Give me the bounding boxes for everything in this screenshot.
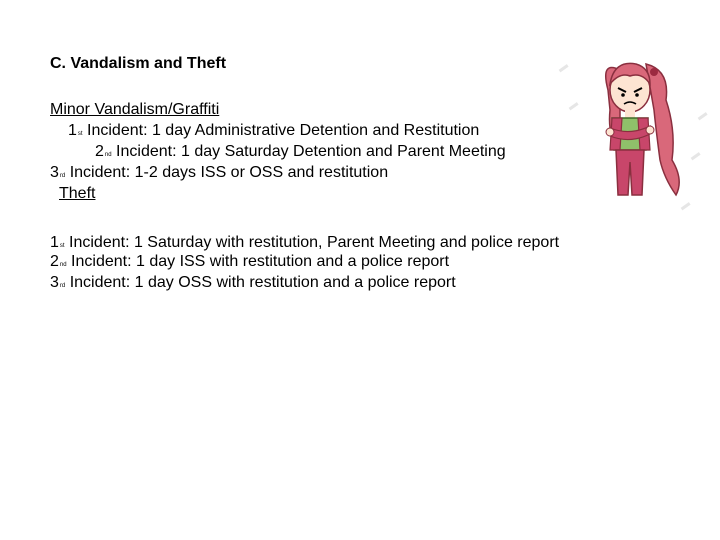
theft-item-2 (50, 252, 449, 275)
theft-item-3 (50, 273, 456, 296)
page-title: C. Vandalism and Theft (50, 55, 227, 72)
watermark-mark: ▬ (677, 198, 693, 213)
ordinal-suffix: nd (59, 262, 67, 268)
ordinal-suffix: nd (104, 152, 112, 158)
watermark-mark: ▬ (694, 108, 710, 123)
incident-text: Incident: 1 Saturday with restitution, Parent Meeting and police report (69, 234, 560, 251)
incident-number: 3 (50, 274, 59, 291)
incident-number: 2 (50, 253, 59, 270)
incident-number: 2 (95, 143, 104, 160)
watermark-mark: ▬ (565, 98, 581, 113)
angry-girl-cartoon-icon (580, 50, 690, 200)
vandalism-item-1 (68, 121, 479, 144)
incident-number: 1 (68, 122, 77, 139)
incident-number: 1 (50, 234, 59, 251)
incident-text: Incident: 1-2 days ISS or OSS and restitution (69, 164, 389, 181)
incident-text: Incident: 1 day Administrative Detention and Restitution (87, 122, 480, 139)
incident-text: Incident: 1 day ISS with restitution and a police report (71, 253, 450, 270)
incident-text: Incident: 1 day Saturday Detention and Parent Meeting (116, 143, 506, 160)
vandalism-item-3 (50, 163, 388, 186)
ordinal-suffix: rd (59, 173, 66, 179)
vandalism-heading: Minor Vandalism/Graffiti (50, 101, 220, 118)
ordinal-suffix: st (59, 243, 65, 249)
incident-number: 3 (50, 164, 59, 181)
vandalism-item-2 (95, 142, 506, 165)
ordinal-suffix: rd (59, 283, 66, 289)
watermark-mark: ▬ (687, 148, 703, 163)
ordinal-suffix: st (77, 131, 83, 137)
incident-text: Incident: 1 day OSS with restitution and a police report (69, 274, 456, 291)
theft-heading: Theft (59, 185, 96, 202)
watermark-mark: ▬ (555, 60, 571, 75)
